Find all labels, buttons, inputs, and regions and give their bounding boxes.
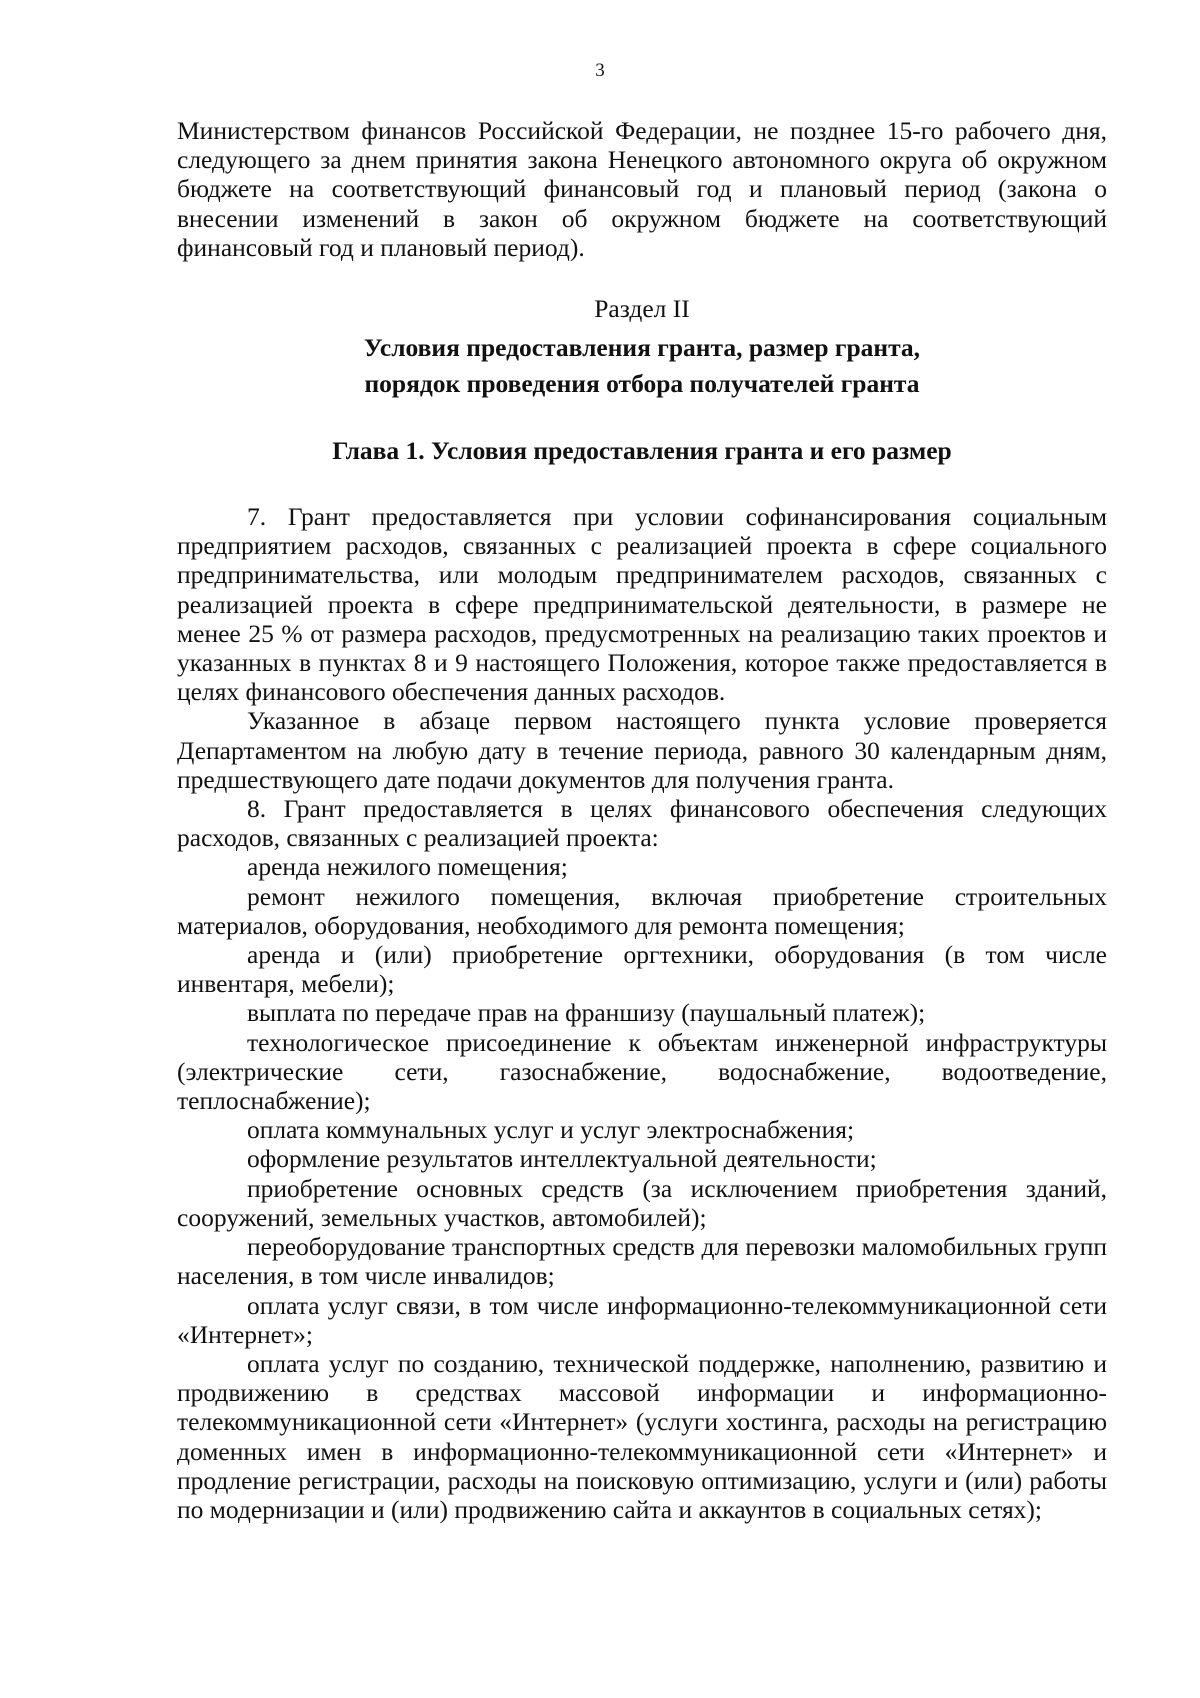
list-item: технологическое присоединение к объектам инженерной инфраструктуры (электрические сети, газоснабжение, водоснабжение, водоотведение, теплоснабжение); <box>177 1027 1107 1116</box>
document-body <box>177 116 1107 1524</box>
list-item: аренда нежилого помещения; <box>247 852 568 882</box>
chapter-title: Глава 1. Условия предоставления гранта и его размер <box>332 436 952 466</box>
section-title-line-2: порядок проведения отбора получателей гранта <box>364 369 920 399</box>
list-item: аренда и (или) приобретение оргтехники, оборудования (в том числе инвентаря, мебели); <box>177 940 1107 999</box>
section-title-line-1: Условия предоставления гранта, размер гранта, <box>363 333 921 363</box>
section-title <box>177 330 1107 402</box>
list-item: приобретение основных средств (за исключением приобретения зданий, сооружений, земельных участков, автомобилей); <box>177 1173 1107 1232</box>
list-item: оплата услуг по созданию, технической поддержке, наполнению, развитию и продвижению в средствах массовой информации и информационно-телекоммуникационной сети «Интернет» (услуги хостинга, расходы на регистрацию доменных имен в информационно-телекоммуникационной сети «Интернет» и продление регистрации, расходы на поисковую оптимизацию, услуги и (или) работы по модернизации и (или) продвижению сайта и аккаунтов в социальных сетях); <box>177 1348 1107 1524</box>
intro-paragraph: Министерством финансов Российской Федерации, не позднее 15-го рабочего дня, следующего за днем принятия закона Ненецкого автономного округа об окружном бюджете на соответствующий финансовый год и плановый период (закона о внесении изменений в закон об окружном бюджете на соответствующий финансовый год и плановый период). <box>177 116 1107 262</box>
section-label: Раздел II <box>594 294 690 324</box>
list-item: оформление результатов интеллектуальной деятельности; <box>247 1144 877 1174</box>
paragraph-7: 7. Грант предоставляется при условии софинансирования социальным предприятием расходов, связанных с реализацией проекта в сфере социального предпринимательства, или молодым предпринимателем расходов, связанных с реализацией проекта в сфере предпринимательской деятельности, в размере не менее 25 % от размера расходов, предусмотренных на реализацию таких проектов и указанных в пунктах 8 и 9 настоящего Положения, которое также предоставляется в целях финансового обеспечения данных расходов. <box>177 502 1107 707</box>
list-item: переоборудование транспортных средств для перевозки маломобильных групп населения, в том числе инвалидов; <box>177 1232 1107 1291</box>
list-item: ремонт нежилого помещения, включая приобретение строительных материалов, оборудования, необходимого для ремонта помещения; <box>177 881 1107 940</box>
page-number: 3 <box>595 60 605 81</box>
list-item: оплата коммунальных услуг и услуг электроснабжения; <box>247 1115 855 1145</box>
list-item: выплата по передаче прав на франшизу (паушальный платеж); <box>247 998 926 1028</box>
list-item: оплата услуг связи, в том числе информационно-телекоммуникационной сети «Интернет»; <box>177 1290 1107 1349</box>
paragraph-7-condition-check: Указанное в абзаце первом настоящего пункта условие проверяется Департаментом на любую дату в течение периода, равного 30 календарным дням, предшествующего дате подачи документов для получения гранта. <box>177 706 1107 794</box>
paragraph-8: 8. Грант предоставляется в целях финансового обеспечения следующих расходов, связанных с реализацией проекта: <box>177 794 1107 853</box>
